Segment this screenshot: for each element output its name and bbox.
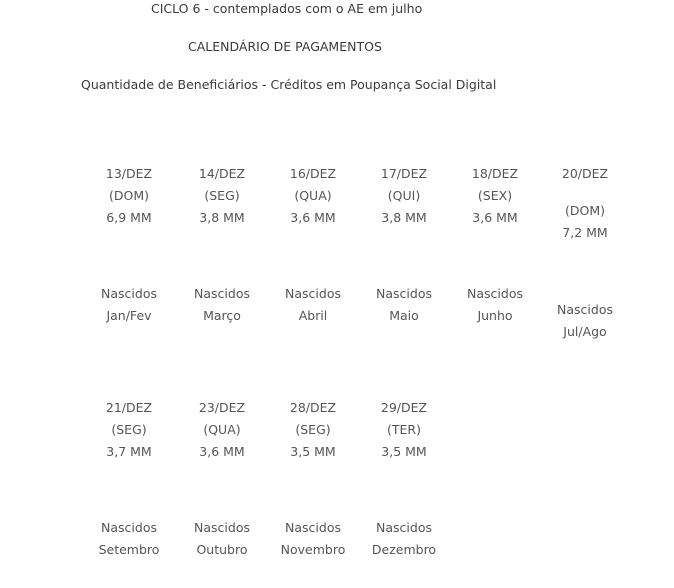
birth-months: Dezembro: [371, 542, 437, 557]
born-label: Nascidos: [285, 286, 341, 301]
payment-date: 29/DEZ: [380, 400, 428, 415]
payment-date: 21/DEZ: [105, 400, 153, 415]
birth-group-block: [535, 299, 635, 343]
born-label: Nascidos: [194, 286, 250, 301]
payment-date-block: [79, 163, 179, 229]
payment-amount: 3,6 MM: [290, 210, 336, 225]
born-label: Nascidos: [194, 520, 250, 535]
payment-date: 18/DEZ: [471, 166, 519, 181]
payment-amount: 3,6 MM: [199, 444, 245, 459]
payment-date-block: [172, 163, 272, 229]
born-label: Nascidos: [557, 302, 613, 317]
payment-weekday: (DOM): [108, 188, 149, 203]
payment-amount: 3,8 MM: [381, 210, 427, 225]
birth-months: Abril: [298, 308, 328, 323]
payment-date-block: [535, 163, 635, 244]
payment-date-block: [172, 397, 272, 463]
born-label: Nascidos: [101, 286, 157, 301]
payment-amount: 3,7 MM: [106, 444, 152, 459]
birth-group-block: [172, 517, 272, 561]
birth-months: Maio: [389, 308, 419, 323]
payment-date-block: [354, 163, 454, 229]
payment-weekday: (SEG): [111, 422, 147, 437]
born-label: Nascidos: [285, 520, 341, 535]
quantity-heading: Quantidade de Beneficiários - Créditos em Poupança Social Digital: [81, 77, 497, 92]
payment-weekday: (QUA): [203, 422, 241, 437]
payment-amount: 3,5 MM: [290, 444, 336, 459]
payment-date: 13/DEZ: [105, 166, 153, 181]
birth-months: Setembro: [98, 542, 160, 557]
payment-date-block: [354, 397, 454, 463]
payment-weekday: (DOM): [564, 203, 605, 218]
birth-months: Outubro: [196, 542, 248, 557]
born-label: Nascidos: [101, 520, 157, 535]
payment-date: 17/DEZ: [380, 166, 428, 181]
payment-date-block: [445, 163, 545, 229]
payment-amount: 3,8 MM: [199, 210, 245, 225]
payment-date-block: [263, 163, 363, 229]
payment-amount: 6,9 MM: [106, 210, 152, 225]
payment-date: 23/DEZ: [198, 400, 246, 415]
payment-date: 28/DEZ: [289, 400, 337, 415]
birth-months: Março: [203, 308, 241, 323]
cycle-heading: CICLO 6 - contemplados com o AE em julho: [151, 1, 423, 16]
payment-weekday: (SEG): [204, 188, 240, 203]
birth-months: Novembro: [280, 542, 346, 557]
birth-group-block: [79, 283, 179, 327]
birth-group-block: [172, 283, 272, 327]
birth-group-block: [263, 283, 363, 327]
birth-months: Junho: [477, 308, 513, 323]
payment-date-block: [79, 397, 179, 463]
birth-months: Jan/Fev: [106, 308, 152, 323]
payment-date: 20/DEZ: [561, 166, 609, 181]
payment-amount: 3,6 MM: [472, 210, 518, 225]
payment-weekday: (QUA): [294, 188, 332, 203]
payment-date: 16/DEZ: [289, 166, 337, 181]
payment-weekday: (SEG): [295, 422, 331, 437]
born-label: Nascidos: [467, 286, 523, 301]
birth-group-block: [354, 517, 454, 561]
birth-group-block: [445, 283, 545, 327]
payment-weekday: (TER): [387, 422, 421, 437]
payment-date-block: [263, 397, 363, 463]
calendar-heading: CALENDÁRIO DE PAGAMENTOS: [188, 39, 382, 54]
birth-group-block: [354, 283, 454, 327]
payment-date: 14/DEZ: [198, 166, 246, 181]
birth-group-block: [263, 517, 363, 561]
birth-months: Jul/Ago: [563, 324, 607, 339]
payment-weekday: (SEX): [477, 188, 513, 203]
payment-amount: 3,5 MM: [381, 444, 427, 459]
birth-group-block: [79, 517, 179, 561]
payment-weekday: (QUI): [387, 188, 421, 203]
born-label: Nascidos: [376, 286, 432, 301]
payment-amount: 7,2 MM: [562, 225, 608, 240]
born-label: Nascidos: [376, 520, 432, 535]
